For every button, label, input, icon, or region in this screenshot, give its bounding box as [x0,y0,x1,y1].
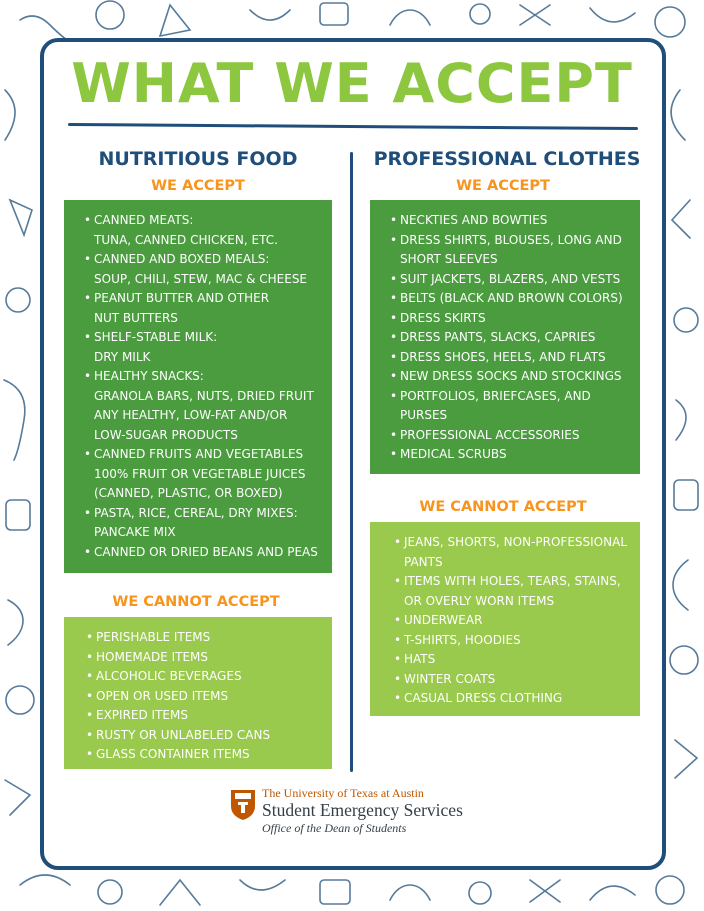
list-item [84,289,324,328]
list-item-line: • ALCOHOLIC BEVERAGES [96,669,242,683]
clothes-accept-list [390,211,632,465]
list-item [390,270,632,290]
list-item-line: • PORTFOLIOS, BRIEFCASES, AND [400,388,591,403]
list-item [390,289,632,309]
list-item-line: OR OVERLY WORN ITEMS [404,593,555,608]
list-item-line: • CANNED OR DRIED BEANS AND PEAS [94,544,318,559]
list-item-line: • PASTA, RICE, CEREAL, DRY MIXES: [94,505,298,520]
list-item-line: • ITEMS WITH HOLES, TEARS, STAINS, [404,574,621,588]
clothes-accept-heading: WE ACCEPT [456,178,550,194]
clothes-heading: PROFESSIONAL CLOTHES [373,148,641,170]
list-item-line: • PEANUT BUTTER AND OTHER [94,291,270,305]
list-item [390,387,632,426]
list-item-line: LOW-SUGAR PRODUCTS [94,427,238,442]
department-name: Student Emergency Services [262,800,463,820]
list-item-line: PURSES [400,408,448,422]
food-cannot-heading: WE CANNOT ACCEPT [112,594,280,610]
ut-seal-icon [229,788,257,822]
list-item [394,631,632,651]
list-item-line: • JEANS, SHORTS, NON-PROFESSIONAL [404,535,628,549]
list-item-line: • DRESS SKIRTS [400,310,486,325]
list-item-line: NUT BUTTERS [94,310,178,325]
list-item [84,504,324,543]
list-item-line: • WINTER COATS [404,671,496,686]
list-item-line: SHORT SLEEVES [400,252,498,266]
list-item [84,445,324,504]
list-item [390,367,632,387]
list-item-line: • EXPIRED ITEMS [96,708,188,722]
list-item [84,211,324,250]
list-item-line: 100% FRUIT OR VEGETABLE JUICES [94,466,306,481]
list-item [84,250,324,289]
list-item-line: • RUSTY OR UNLABELED CANS [96,727,271,742]
university-name: The University of Texas at Austin [262,786,424,800]
list-item [86,667,324,687]
food-heading: NUTRITIOUS FOOD [98,148,298,170]
list-item-line: (CANNED, PLASTIC, OR BOXED) [94,486,283,500]
ut-ses-logo [229,786,529,838]
list-item [390,309,632,329]
list-item-line: • SUIT JACKETS, BLAZERS, AND VESTS [400,271,621,286]
list-item-line: ANY HEALTHY, LOW-FAT AND/OR [94,408,288,422]
list-item [86,706,324,726]
list-item-line: • CANNED AND BOXED MEALS: [94,252,270,266]
list-item-line: • HATS [404,652,436,666]
list-item [394,611,632,631]
list-item-line: • SHELF-STABLE MILK: [94,330,218,344]
list-item [390,211,632,231]
list-item-line: • NEW DRESS SOCKS AND STOCKINGS [400,369,622,383]
food-cannot-list [86,628,324,765]
list-item [86,745,324,765]
list-item [394,670,632,690]
list-item-line: • PROFESSIONAL ACCESSORIES [400,427,580,442]
list-item [84,367,324,445]
list-item-line: GRANOLA BARS, NUTS, DRIED FRUIT [94,388,314,403]
list-item-line: • HOMEMADE ITEMS [96,649,209,664]
food-accept-list [84,211,324,562]
list-item-line: • OPEN OR USED ITEMS [96,688,229,703]
list-item [84,543,324,563]
list-item [86,648,324,668]
list-item-line: • MEDICAL SCRUBS [400,447,507,461]
list-item-line: • CANNED FRUITS AND VEGETABLES [94,447,304,461]
list-item-line: • DRESS PANTS, SLACKS, CAPRIES [400,330,596,344]
list-item [86,628,324,648]
list-item [394,572,632,611]
food-cannot-box [64,617,332,769]
list-item-line: • DRESS SHOES, HEELS, AND FLATS [400,349,606,364]
clothes-cannot-heading: WE CANNOT ACCEPT [419,499,587,515]
list-item [84,328,324,367]
column-divider [350,152,353,772]
list-item [390,348,632,368]
list-item-line: • CANNED MEATS: [94,213,194,227]
list-item-line: SOUP, CHILI, STEW, MAC & CHEESE [94,271,308,286]
office-name: Office of the Dean of Students [262,821,407,835]
list-item-line: PANCAKE MIX [94,525,176,539]
list-item-line: • DRESS SHIRTS, BLOUSES, LONG AND [400,232,622,247]
clothes-cannot-list [394,533,632,709]
clothes-cannot-box [370,522,640,716]
list-item-line: TUNA, CANNED CHICKEN, ETC. [94,232,278,247]
list-item-line: • NECKTIES AND BOWTIES [400,213,548,227]
page-title: WHAT WE ACCEPT [71,52,633,115]
list-item [86,726,324,746]
list-item-line: • HEALTHY SNACKS: [94,369,204,383]
list-item-line: • T-SHIRTS, HOODIES [404,632,521,647]
list-item [394,650,632,670]
food-accept-box [64,200,332,573]
food-accept-heading: WE ACCEPT [151,178,245,194]
list-item-line: • PERISHABLE ITEMS [96,630,211,644]
list-item-line: PANTS [404,554,443,569]
list-item [86,687,324,707]
list-item-line: • CASUAL DRESS CLOTHING [404,691,563,705]
list-item-line: • BELTS (BLACK AND BROWN COLORS) [400,291,623,305]
list-item [394,533,632,572]
list-item [390,328,632,348]
list-item [394,689,632,709]
list-item-line: • UNDERWEAR [404,613,483,627]
list-item [390,445,632,465]
list-item-line: • GLASS CONTAINER ITEMS [96,747,250,761]
list-item [390,426,632,446]
list-item-line: DRY MILK [94,349,151,364]
list-item [390,231,632,270]
clothes-accept-box [370,200,640,474]
